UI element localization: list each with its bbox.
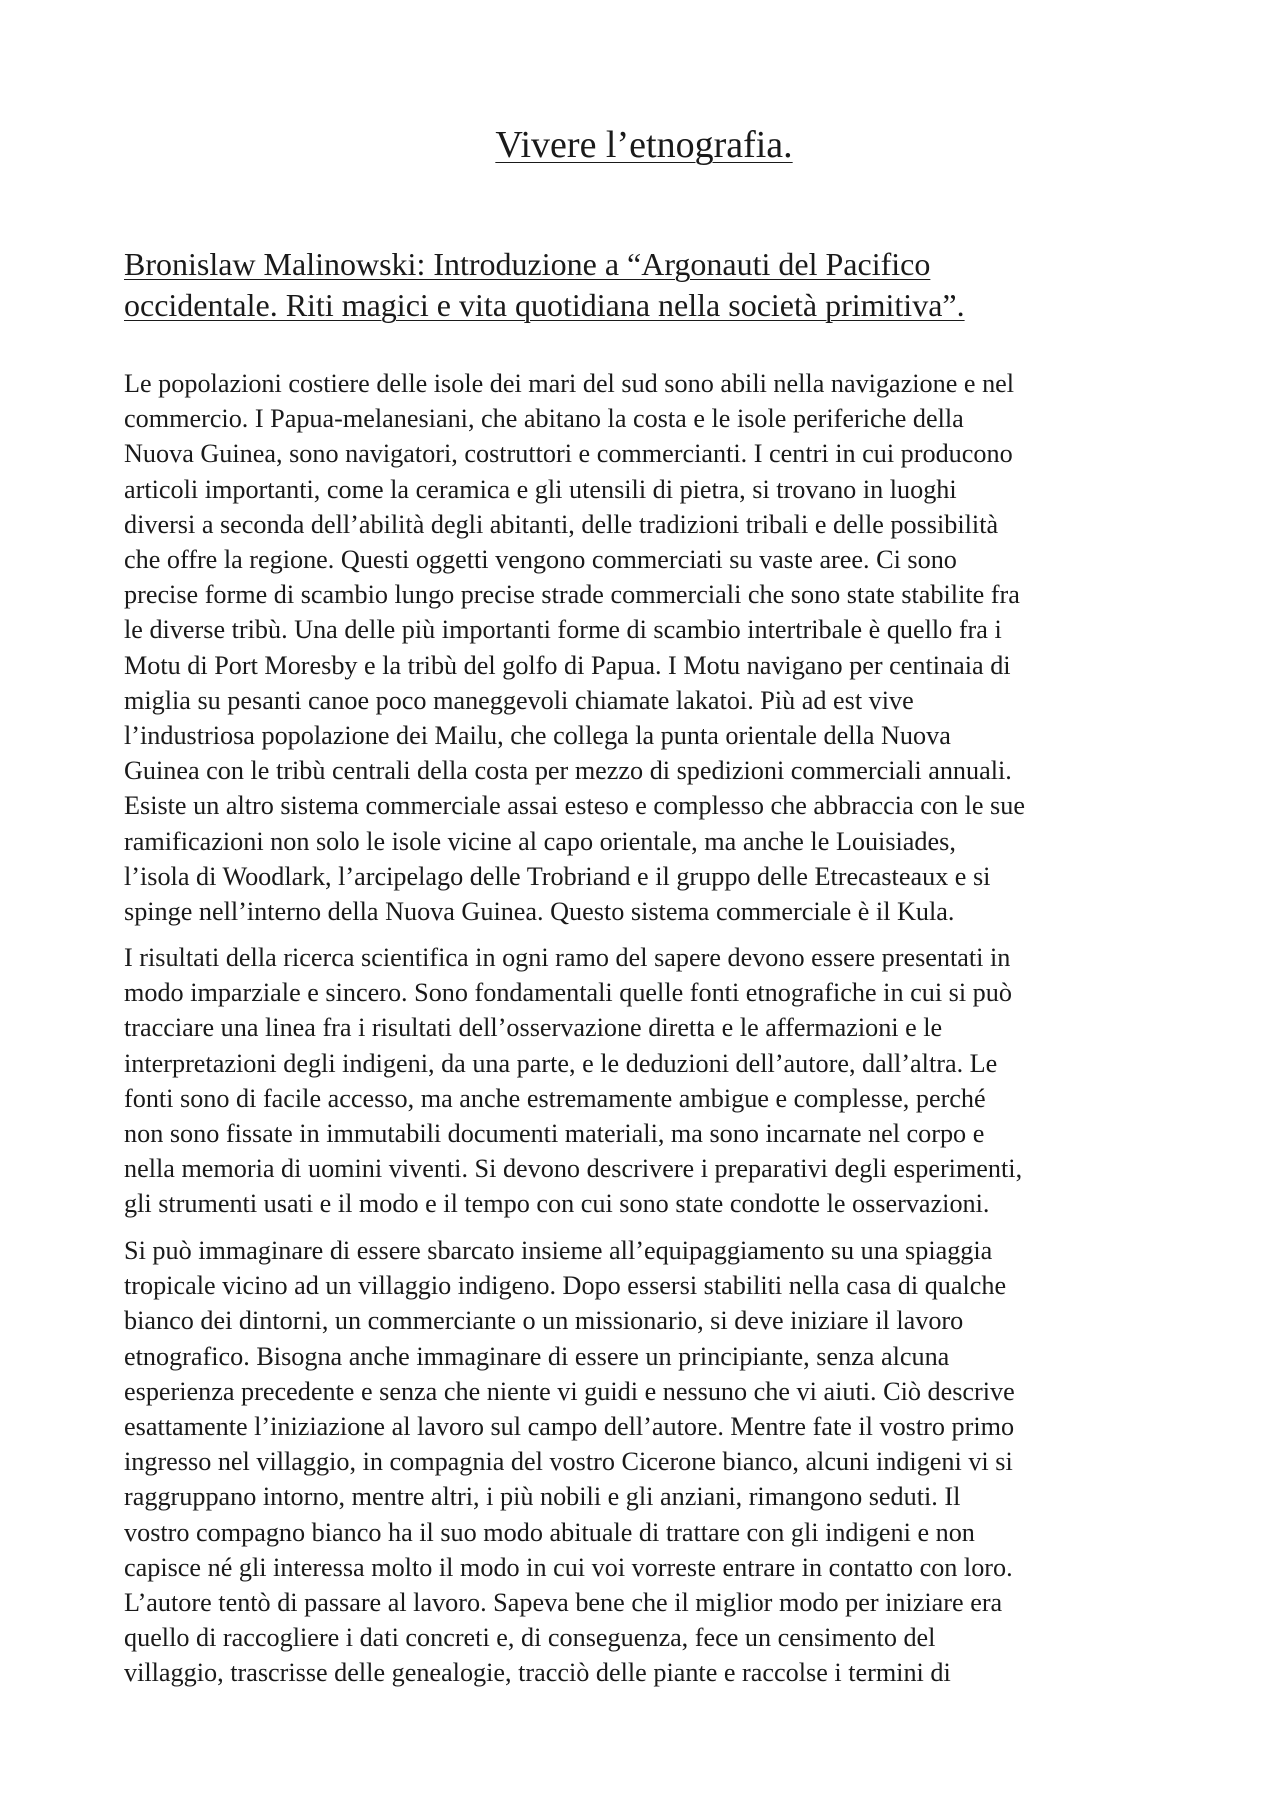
text-line: tracciare una linea fra i risultati dell’osservazione diretta e le affermazioni e le: [124, 1013, 943, 1043]
text-line: vostro compagno bianco ha il suo modo abituale di trattare con gli indigeni e non: [124, 1517, 975, 1547]
paragraph-2: [124, 940, 1174, 1222]
text-line: gli strumenti usati e il modo e il tempo con cui sono state condotte le osservazioni.: [124, 1189, 990, 1219]
text-line: tropicale vicino ad un villaggio indigeno. Dopo essersi stabiliti nella casa di qualche: [124, 1271, 1007, 1301]
text-line: villaggio, trascrisse delle genealogie, tracciò delle piante e raccolse i termini di: [124, 1658, 951, 1688]
text-line: Si può immaginare di essere sbarcato insieme all’equipaggiamento su una spiaggia: [124, 1236, 993, 1265]
text-line: articoli importanti, come la ceramica e gli utensili di pietra, si trovano in luoghi: [124, 474, 957, 504]
text-line: ramificazioni non solo le isole vicine al capo orientale, ma anche le Louisiades,: [124, 826, 956, 856]
text-line: modo imparziale e sincero. Sono fondamentali quelle fonti etnografiche in cui si può: [124, 978, 1012, 1008]
text-line: nella memoria di uomini viventi. Si devono descrivere i preparativi degli esperimenti,: [124, 1154, 1023, 1184]
text-line: Motu di Port Moresby e la tribù del golfo di Papua. I Motu navigano per centinaia di: [124, 650, 1011, 680]
text-line: capisce né gli interessa molto il modo in cui voi vorreste entrare in contatto con loro.: [124, 1552, 1013, 1582]
text-line: ingresso nel villaggio, in compagnia del vostro Cicerone bianco, alcuni indigeni vi si: [124, 1447, 1013, 1477]
text-line: l’isola di Woodlark, l’arcipelago delle Trobriand e il gruppo delle Etrecasteaux e si: [124, 861, 991, 891]
text-line: precise forme di scambio lungo precise strade commerciali che sono state stabilite fra: [124, 580, 1020, 610]
text-line: quello di raccogliere i dati concreti e, di conseguenza, fece un censimento del: [124, 1623, 936, 1653]
text-line: miglia su pesanti canoe poco maneggevoli chiamate lakatoi. Più ad est vive: [124, 685, 914, 715]
text-line: non sono fissate in immutabili documenti materiali, ma sono incarnate nel corpo e: [124, 1119, 985, 1149]
paragraph-3: [124, 1233, 1174, 1691]
text-line: l’industriosa popolazione dei Mailu, che collega la punta orientale della Nuova: [124, 721, 951, 751]
heading-line: Bronislaw Malinowski: Introduzione a “Argonauti del Pacifico: [124, 246, 931, 282]
text-line: spinge nell’interno della Nuova Guinea. Questo sistema commerciale è il Kula.: [124, 897, 955, 927]
text-line: I risultati della ricerca scientifica in ogni ramo del sapere devono essere presentati in: [124, 943, 1011, 972]
text-line: Nuova Guinea, sono navigatori, costruttori e commercianti. I centri in cui producono: [124, 439, 1013, 469]
section-heading: [124, 244, 1124, 326]
heading-line: occidentale. Riti magici e vita quotidiana nella società primitiva”.: [124, 287, 965, 323]
text-line: commercio. I Papua-melanesiani, che abitano la costa e le isole periferiche della: [124, 404, 964, 434]
text-line: etnografico. Bisogna anche immaginare di essere un principiante, senza alcuna: [124, 1341, 950, 1371]
text-line: L’autore tentò di passare al lavoro. Sapeva bene che il miglior modo per iniziare era: [124, 1588, 1003, 1618]
document-title: Vivere l’etnografia.: [495, 124, 793, 166]
text-line: diversi a seconda dell’abilità degli abitanti, delle tradizioni tribali e delle possibilità: [124, 509, 999, 539]
text-line: fonti sono di facile accesso, ma anche estremamente ambigue e complesse, perché: [124, 1083, 986, 1113]
text-line: esattamente l’iniziazione al lavoro sul campo dell’autore. Mentre fate il vostro primo: [124, 1412, 1015, 1442]
paragraph-1: [124, 366, 1174, 929]
text-line: Esiste un altro sistema commerciale assai esteso e complesso che abbraccia con le sue: [124, 791, 1025, 821]
text-line: interpretazioni degli indigeni, da una parte, e le deduzioni dell’autore, dall’altra. Le: [124, 1048, 998, 1078]
text-line: Guinea con le tribù centrali della costa per mezzo di spedizioni commerciali annuali.: [124, 756, 1012, 786]
text-line: bianco dei dintorni, un commerciante o un missionario, si deve iniziare il lavoro: [124, 1306, 964, 1336]
text-line: raggruppano intorno, mentre altri, i più nobili e gli anziani, rimangono seduti. Il: [124, 1482, 961, 1512]
text-line: le diverse tribù. Una delle più importanti forme di scambio intertribale è quello fra i: [124, 615, 1002, 645]
text-line: Le popolazioni costiere delle isole dei mari del sud sono abili nella navigazione e nel: [124, 369, 1015, 398]
text-line: che offre la regione. Questi oggetti vengono commerciati su vaste aree. Ci sono: [124, 545, 957, 575]
text-line: esperienza precedente e senza che niente vi guidi e nessuno che vi aiuti. Ciò descrive: [124, 1376, 1015, 1406]
